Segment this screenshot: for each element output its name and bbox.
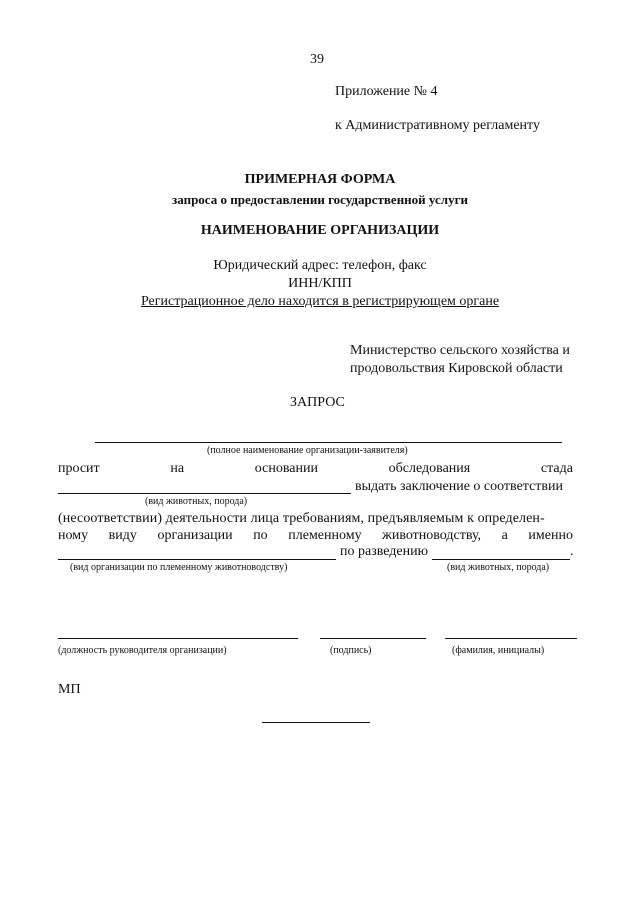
word: организации	[157, 528, 233, 543]
line-5-period: .	[570, 544, 574, 559]
registration-note: Регистрационное дело находится в регистрирующем органе	[140, 294, 500, 309]
applicant-name-caption: (полное наименование организации-заявителя)	[207, 445, 408, 456]
form-title: ПРИМЕРНАЯ ФОРМА	[244, 172, 396, 187]
position-line[interactable]	[58, 638, 298, 639]
body-line-3: (несоответствии) деятельности лица требованиям, предъявляемым к определен-	[58, 511, 545, 526]
word: племенному	[288, 528, 362, 543]
body-line-1	[58, 461, 573, 477]
word: основании	[254, 461, 318, 476]
signature-caption: (подпись)	[330, 645, 372, 656]
word: по	[253, 528, 268, 543]
appendix-number: Приложение № 4	[335, 84, 438, 99]
request-title: ЗАПРОС	[290, 395, 345, 410]
species-line[interactable]	[58, 493, 351, 494]
closing-rule	[262, 722, 370, 723]
word: стада	[540, 461, 573, 476]
stamp-place: МП	[58, 682, 81, 697]
organization-name: НАИМЕНОВАНИЕ ОРГАНИЗАЦИИ	[200, 223, 440, 238]
applicant-name-line[interactable]	[95, 442, 562, 443]
form-subtitle: запроса о предоставлении государственной услуги	[172, 192, 468, 207]
organization-type-caption: (вид организации по племенному животноводству)	[70, 562, 288, 573]
body-line-4	[58, 528, 573, 544]
position-caption: (должность руководителя организации)	[58, 645, 227, 656]
breeding-species-caption: (вид животных, порода)	[447, 562, 550, 573]
word: ному	[58, 528, 89, 543]
species-caption: (вид животных, порода)	[145, 496, 248, 507]
name-line[interactable]	[445, 638, 577, 639]
signature-line[interactable]	[320, 638, 426, 639]
word: животноводству,	[382, 528, 482, 543]
inn-kpp: ИНН/КПП	[288, 276, 352, 291]
word: а	[501, 528, 508, 543]
word: на	[170, 461, 185, 476]
legal-address: Юридический адрес: телефон, факс	[213, 258, 427, 273]
organization-type-line[interactable]	[58, 559, 336, 560]
body-line-2-tail: выдать заключение о соответствии	[355, 479, 564, 494]
addressee-line-2: продовольствия Кировской области	[350, 361, 563, 376]
word: просит	[58, 461, 100, 476]
page-number: 39	[310, 52, 324, 67]
word: виду	[108, 528, 137, 543]
word: обследования	[388, 461, 471, 476]
breeding-species-line[interactable]	[432, 559, 570, 560]
addressee-line-1: Министерство сельского хозяйства и	[350, 343, 570, 358]
breeding-label: по разведению	[340, 544, 429, 559]
name-caption: (фамилия, инициалы)	[452, 645, 545, 656]
word: именно	[528, 528, 573, 543]
appendix-reference: к Административному регламенту	[335, 118, 540, 133]
